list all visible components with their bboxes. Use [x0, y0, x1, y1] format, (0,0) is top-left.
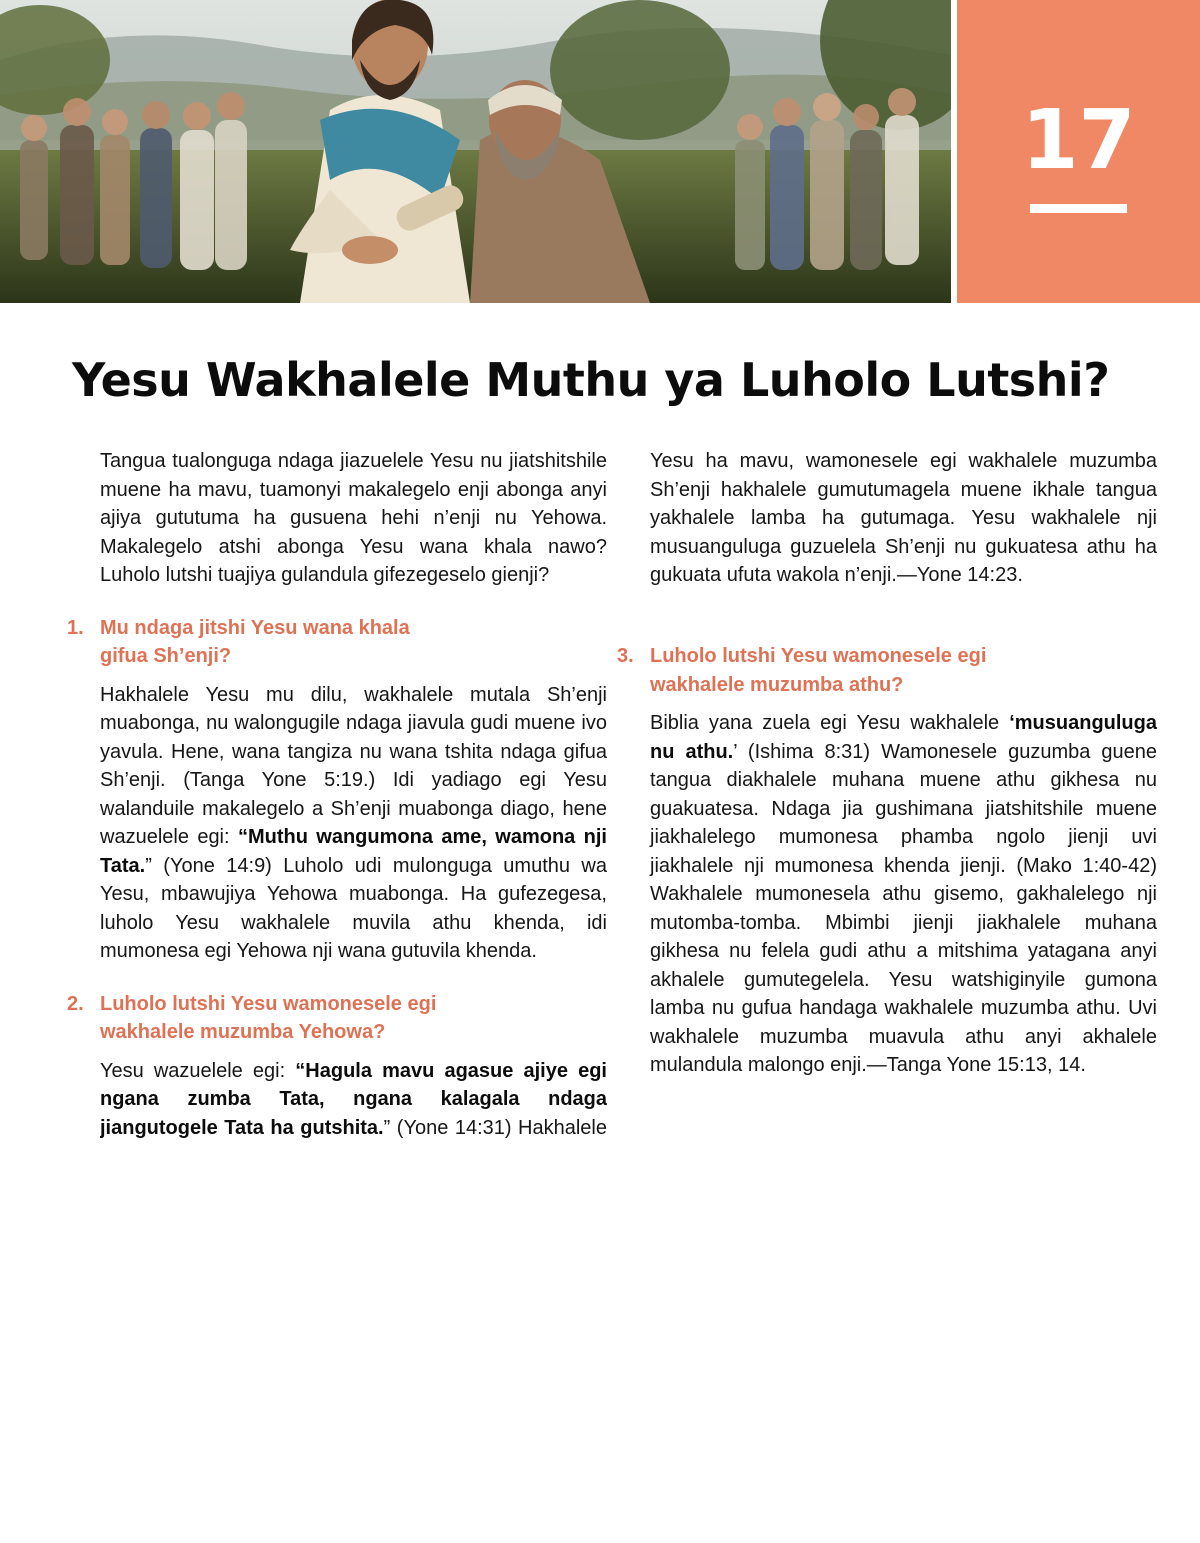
- answer-1-text-b: ” (Yone 14:9) Luholo udi mulonguga umuthu wa Yesu, mbawujiya Yehowa muabonga. Ha gufezegesa, luholo Yesu wakhalele muvila athu khenda, idi mumonesa egi Yehowa nji wana gutuvila khenda.: [100, 854, 607, 962]
- chapter-underline: [1030, 204, 1127, 213]
- scene-artwork: [0, 0, 951, 303]
- answer-2-quote: “Hagula mavu agasue ajiye egi ngana zumba Tata, ngana kalagala ndaga jiangutogele Tata ha gutshita.: [100, 1059, 607, 1139]
- answer-2-text-b: ” (Yone 14:31) Hakhalele: [383, 1116, 607, 1139]
- answer-2-cont-text-b: Yesu ha mavu, wamonesele egi wakhalele muzumba Sh’enji hakhalele gumutumagela muene ikhale tangua yakhalele lamba ha gutumaga. Yesu wakhalele nji musuanguluga guzuelela Sh’enji nu gukuatesa athu ha gukuata ufuta wakola n’enji.—Yone 14:23.: [650, 450, 1157, 586]
- answer-3-quote: ‘musuanguluga nu athu.: [650, 712, 1157, 763]
- question-2-text: Luholo lutshi Yesu wamonesele egi wakhalele muzumba Yehowa?: [100, 992, 437, 1043]
- answer-1-text-a: Hakhalele Yesu mu dilu, wakhalele mutala Sh’enji muabonga, nu walongugile ndaga jiavula gudi muene ivo yavula. Hene, wana tangiza nu wana tshita ndaga gifua Sh’enji. (Tanga Yone 5:19.) Idi yadiago egi Yesu walanduile makalegelo a Sh’enji muabonga diago, hene wazuelele egi:: [100, 683, 607, 848]
- chapter-number: 17: [1021, 93, 1136, 188]
- answer-3-paragraph: [650, 709, 1157, 1080]
- question-1: [67, 614, 607, 671]
- answer-2-text-a: Yesu wazuelele egi:: [100, 1059, 296, 1082]
- question-1-number: 1.: [67, 616, 84, 639]
- left-column: [67, 447, 607, 1142]
- answer-2-paragraph: [100, 1057, 607, 1142]
- chapter-badge: [957, 0, 1200, 303]
- question-2: [67, 990, 607, 1047]
- answer-1-paragraph: [100, 681, 607, 966]
- header-illustration: [0, 0, 951, 303]
- right-column: [617, 447, 1157, 1080]
- question-3: [617, 642, 1157, 699]
- answer-2-continued: [650, 447, 1157, 618]
- answer-3-text-b: ’ (Ishima 8:31) Wamonesele guzumba guene tangua diakhalele muhana muene athu gikhesa nu guakuatesa. Ndaga jia gushimana jiatshitshile muene jiakhalelego mumonesa phamba ngolo jienji uvi jiakhalele nji mumonesa khenda jienji. (Mako 1:40-42) Wakhalele mumonesela athu gisemo, gakhalelego nji mutomba-tomba. Mbimbi jienji jiakhalele muhana gikhesa nu felela gudi athu a mitshima yatagana anyi akhalele gumutegelela. Yesu watshiginyile gumona lamba nu gufua handaga wakhalele muzumba athu. Uvi wakhalele muzumba muavula athu anyi akhalele mulandula malongo enji.—Tanga Yone 15:13, 14.: [650, 740, 1157, 1076]
- question-1-text: Mu ndaga jitshi Yesu wana khala gifua Sh’enji?: [100, 616, 410, 667]
- answer-3-text-a: Biblia yana zuela egi Yesu wakhalele: [650, 712, 1010, 734]
- question-3-text: Luholo lutshi Yesu wamonesele egi wakhalele muzumba athu?: [650, 645, 987, 696]
- page-title: Yesu Wakhalele Muthu ya Luholo Lutshi?: [72, 353, 1110, 407]
- answer-1-quote: “Muthu wangumona ame, wamona nji Tata.: [100, 826, 607, 877]
- question-3-number: 3.: [617, 645, 634, 667]
- intro-paragraph: Tangua tualonguga ndaga jiazuelele Yesu nu jiatshitshile muene ha mavu, tuamonyi makalegelo enji abonga anyi ajiya gututuma ha gusuena hehi n’enji nu Yehowa. Makalegelo atshi abonga Yesu wana khala nawo? Luholo lutshi tuajiya gulandula gifezegeselo gienji?: [100, 450, 607, 586]
- question-2-number: 2.: [67, 992, 84, 1015]
- answer-2-continued-inner: [650, 447, 1157, 590]
